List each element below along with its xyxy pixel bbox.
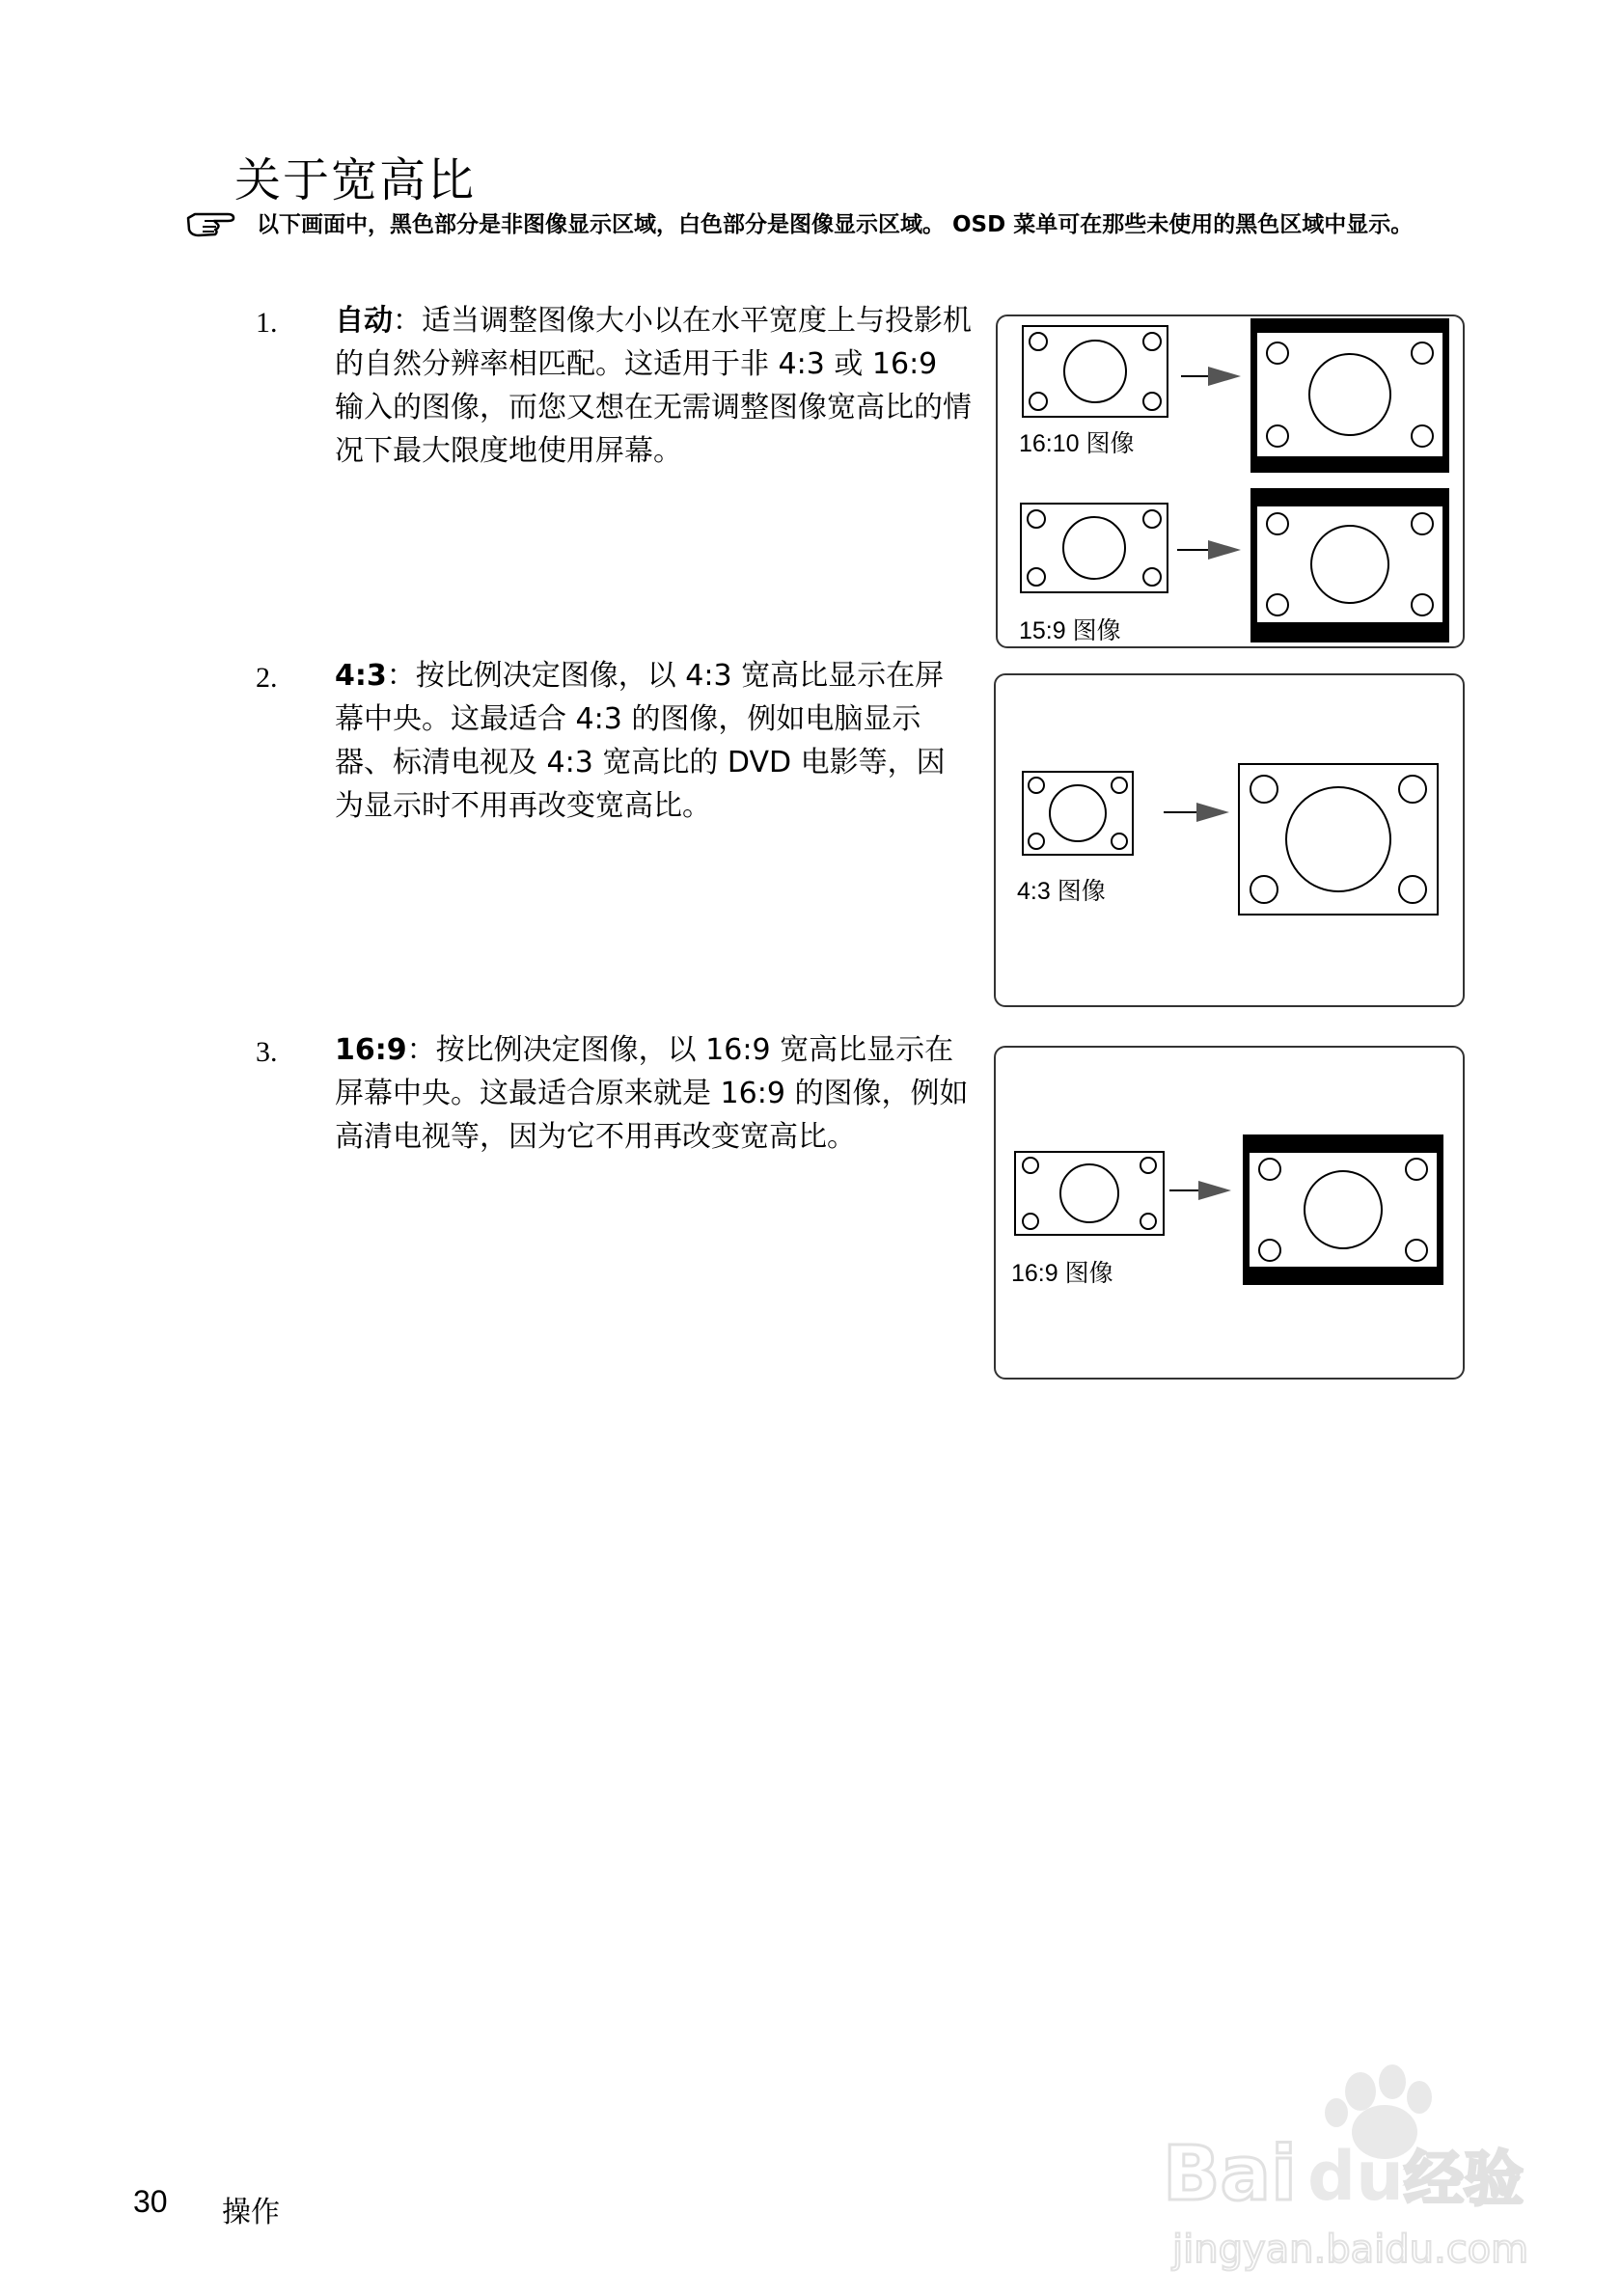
arrow-icon [1164,803,1229,822]
source-image-16-10 [1023,326,1168,417]
item-number: 3. [256,1036,278,1068]
svg-text:经验: 经验 [1404,2144,1525,2214]
screen-result-16-9 [1243,1134,1443,1285]
item-number: 1. [256,307,278,339]
screen-result-16-10 [1250,318,1449,473]
note-text: 以下画面中，黑色部分是非图像显示区域，白色部分是图像显示区域。 OSD 菜单可在那些未使用的黑色区域中显示。 [257,212,1414,237]
screen-result-4-3 [1239,764,1438,915]
diagram-caption: 16:9 图像 [1011,1260,1113,1287]
diagram-panel-4-3 [994,673,1465,1007]
source-image-15-9 [1021,504,1168,592]
pointing-hand-icon [185,208,235,239]
item-text: ：适当调整图像大小以在水平宽度上与投影机的自然分辨率相匹配。这适用于非 4:3 或 16:9 输入的图像，而您又想在无需调整图像宽高比的情况下最大限度地使用屏幕。 [335,304,972,468]
arrow-icon [1169,1181,1231,1200]
diagram-panel-auto [996,314,1465,648]
item-label: 4:3 [335,659,387,693]
page-title: 关于宽高比 [234,153,477,207]
item-label: 16:9 [335,1033,407,1067]
baidu-jingyan-watermark [1153,2064,1539,2286]
item-description [335,654,972,828]
item-label: 自动 [335,304,393,338]
diagram-caption: 15:9 图像 [1019,617,1121,644]
item-description [335,1028,972,1159]
item-text: ：按比例决定图像，以 4:3 宽高比显示在屏幕中央。这最适合 4:3 的图像，例如电脑显示器、标清电视及 4:3 宽高比的 DVD 电影等，因为显示时不用再改变宽高比。 [335,659,946,823]
svg-text:jingyan.baidu.com: jingyan.baidu.com [1172,2228,1529,2272]
svg-text:Bai: Bai [1163,2131,1297,2218]
item-text: ：按比例决定图像，以 16:9 宽高比显示在屏幕中央。这最适合原来就是 16:9 的图像，例如高清电视等，因为它不用再改变宽高比。 [335,1033,969,1154]
svg-text:du: du [1307,2137,1404,2216]
source-image-4-3 [1023,772,1133,855]
aspect-diagram [996,1048,1463,1378]
diagram-caption: 4:3 图像 [1017,878,1106,905]
diagram-panel-16-9 [994,1046,1465,1380]
section-name: 操作 [222,2196,280,2229]
aspect-diagram [998,316,1463,646]
item-number: 2. [256,662,278,694]
arrow-icon [1177,540,1241,560]
page-number: 30 [133,2184,168,2219]
item-description [335,299,972,473]
aspect-diagram [996,675,1463,1005]
source-image-16-9 [1015,1152,1164,1235]
arrow-icon [1181,367,1241,386]
screen-result-15-9 [1250,488,1449,642]
diagram-caption: 16:10 图像 [1019,430,1135,457]
